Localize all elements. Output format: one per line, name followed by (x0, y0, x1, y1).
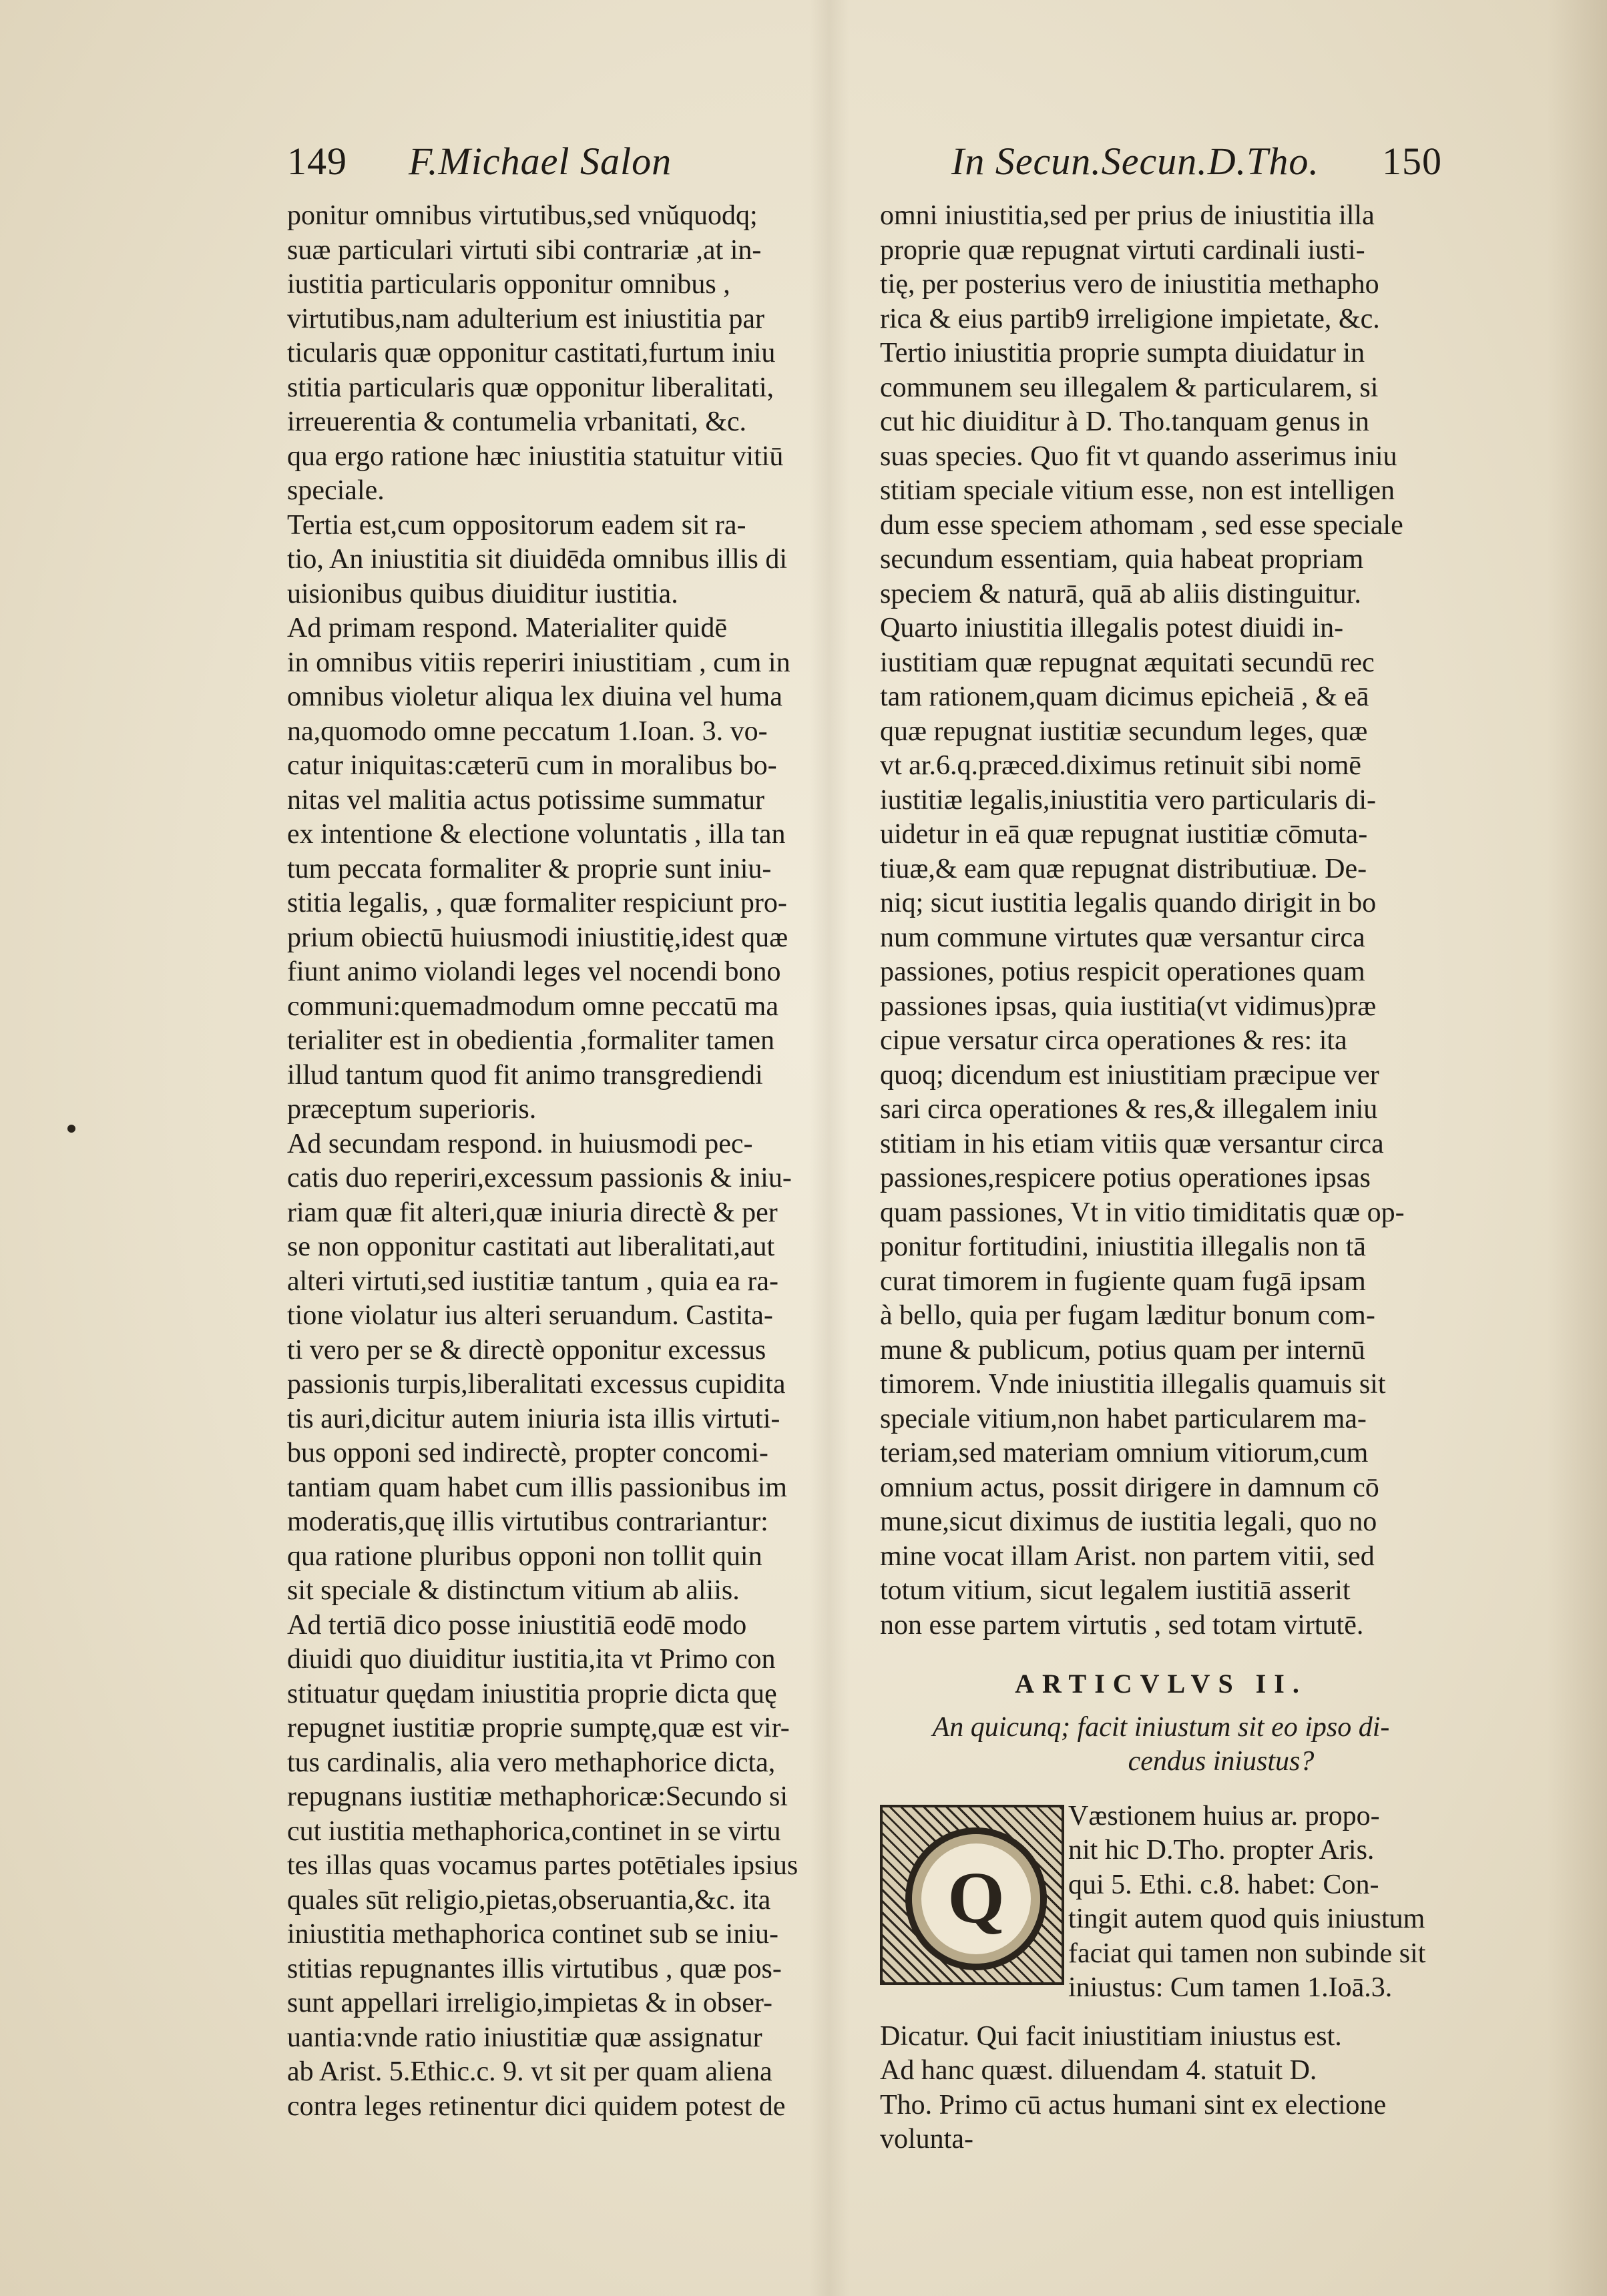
text-line: secundum essentiam, quia habeat propriam (880, 544, 1364, 575)
text-line: quæ repugnat iustitiæ secundum leges, quæ (880, 715, 1368, 747)
text-line: suas species. Quo fit vt quando asserimus iniu (880, 441, 1397, 472)
text-line: fiunt animo violandi leges vel nocendi bono (287, 956, 781, 987)
text-line: speciale vitium,non habet particularem ma- (880, 1403, 1367, 1434)
text-line: Væstionem huius ar. propo- (1068, 1800, 1380, 1831)
text-line: Tertio iniustitia proprie sumpta diuidatur in (880, 338, 1365, 368)
text-line: bus opponi sed indirectè, propter concomi- (287, 1438, 768, 1468)
article-heading: ARTICVLVS II. (1015, 1669, 1307, 1699)
text-line: præceptum superioris. (287, 1094, 537, 1125)
text-line: omni iniustitia,sed per prius de iniustitia illa (880, 200, 1375, 231)
text-line: uantia:vnde ratio iniustitiæ quæ assignatur (287, 2022, 762, 2053)
left-page-number: 149 (287, 139, 347, 183)
article-question-line-2: cendus iniustus? (1128, 1746, 1315, 1777)
text-line: Ad primam respond. Materialiter quidē (287, 613, 727, 643)
text-line: catur iniquitas:cæterū cum in moralibus bo- (287, 750, 777, 781)
text-line: virtutibus,nam adulterium est iniustitia par (287, 303, 765, 334)
text-line: catis duo reperiri,excessum passionis & iniu- (287, 1163, 792, 1193)
text-line: quoq; dicendum est iniustitiam præcipue ver (880, 1059, 1379, 1091)
right-running-title: In Secun.Secun.D.Tho. (951, 139, 1319, 183)
text-line: volunta- (880, 2124, 973, 2155)
text-line: dum esse speciem athomam , sed esse speciale (880, 509, 1403, 541)
text-line: stitia particularis quæ opponitur liberalitati, (287, 372, 774, 403)
text-line: totum vitium, sicut legalem iustitiā asserit (880, 1575, 1351, 1606)
text-line: Ad tertiā dico posse iniustitiā eodē modo (287, 1609, 747, 1641)
text-line: iustitiam quæ repugnat æquitati secundū rec (880, 647, 1375, 678)
text-line: tam rationem,quam dicimus epicheiā , & eā (880, 681, 1369, 712)
text-line: ponitur omnibus virtutibus,sed vnŭquodq; (287, 200, 758, 231)
text-line: faciat qui tamen non subinde sit (1068, 1938, 1426, 1969)
text-line: prium obiectū huiusmodi iniustitię,idest quæ (287, 922, 788, 953)
left-running-title: F.Michael Salon (409, 139, 672, 183)
text-line: mine vocat illam Arist. non partem vitii, sed (880, 1540, 1375, 1572)
text-line: mune & publicum, potius quam per internū (880, 1334, 1365, 1366)
initial-ornament (905, 1827, 1047, 1970)
text-line: speciale. (287, 475, 385, 506)
text-line: sit speciale & distinctum vitium ab aliis. (287, 1575, 740, 1606)
text-line: repugnet iustitiæ proprie sumptę,quæ est vir- (287, 1713, 790, 1743)
text-line: stituatur quędam iniustitia proprie dicta quę (287, 1678, 777, 1709)
text-line: communi:quemadmodum omne peccatū ma (287, 990, 778, 1022)
text-line: qua ergo ratione hæc iniustitia statuitur vitiū (287, 441, 784, 472)
text-line: illud tantum quod fit animo transgrediendi (287, 1059, 763, 1091)
text-line: in omnibus vitiis reperiri iniustitiam , cum in (287, 647, 790, 678)
text-line: tes illas quas vocamus partes potētiales ipsius (287, 1850, 798, 1881)
text-line: tis auri,dicitur autem iniuria ista illis virtuti- (287, 1403, 780, 1434)
text-line: suæ particulari virtuti sibi contrariæ ,at in- (287, 234, 762, 266)
text-line: curat timorem in fugiente quam fugā ipsam (880, 1265, 1366, 1297)
text-line: na,quomodo omne peccatum 1.Ioan. 3. vo- (287, 715, 768, 747)
text-line: passionis turpis,liberalitati excessus cupidita (287, 1369, 786, 1400)
text-line: repugnans iustitiæ methaphoricæ:Secundo si (287, 1781, 788, 1812)
text-line: cut hic diuiditur à D. Tho.tanquam genus in (880, 406, 1369, 437)
text-line: num commune virtutes quæ versantur circa (880, 922, 1365, 953)
text-line: cut iustitia methaphorica,continet in se virtu (287, 1815, 781, 1847)
text-line: tiuæ,& eam quæ repugnat distributiuæ. De- (880, 853, 1367, 884)
text-line: Ad secundam respond. in huiusmodi pec- (287, 1128, 753, 1159)
text-line: passiones ipsas, quia iustitia(vt vidimus)præ (880, 990, 1377, 1022)
article-opening (880, 1799, 1442, 2020)
text-line: ti vero per se & directè opponitur excessus (287, 1334, 766, 1366)
text-line: qua ratione pluribus opponi non tollit quin (287, 1540, 762, 1572)
text-line: sari circa operationes & res,& illegalem iniu (880, 1094, 1378, 1125)
text-line: ponitur fortitudini, iniustitia illegalis non tā (880, 1231, 1366, 1262)
text-line: Tertia est,cum oppositorum eadem sit ra- (287, 509, 746, 541)
text-line: non esse partem virtutis , sed totam virtutē. (880, 1609, 1364, 1641)
text-line: Tho. Primo cū actus humani sint ex electione (880, 2089, 1387, 2120)
text-line: Ad hanc quæst. diluendam 4. statuit D. (880, 2055, 1317, 2086)
left-text-column (287, 199, 835, 2124)
text-line: rica & eius partib9 irreligione impietate, &c. (880, 303, 1380, 334)
text-line: contra leges retinentur dici quidem potest de (287, 2090, 786, 2122)
text-line: tantiam quam habet cum illis passionibus im (287, 1472, 787, 1503)
text-line: tingit autem quod quis iniustum (1068, 1904, 1425, 1934)
text-line: Quarto iniustitia illegalis potest diuidi in- (880, 613, 1344, 643)
text-line: niq; sicut iustitia legalis quando dirigit in bo (880, 888, 1377, 918)
drop-cap-letter: Q (947, 1856, 1005, 1938)
text-line: proprie quæ repugnat virtuti cardinali iusti- (880, 234, 1365, 266)
text-line: omnium actus, possit dirigere in damnum cō (880, 1472, 1379, 1503)
text-line: teriam,sed materiam omnium vitiorum,cum (880, 1438, 1369, 1468)
text-line: iustitia particularis opponitur omnibus , (287, 269, 730, 300)
text-line: Dicatur. Qui facit iniustitiam iniustus est. (880, 2020, 1342, 2052)
text-line: diuidi quo diuiditur iustitia,ita vt Primo con (287, 1644, 776, 1675)
text-line: riam quæ fit alteri,quæ iniuria directè & per (287, 1197, 778, 1228)
text-line: stitiam speciale vitium esse, non est intelligen (880, 475, 1395, 506)
text-line: cipue versatur circa operationes & res: ita (880, 1025, 1347, 1056)
article-question-line-1: An quicunq; facit iniustum sit eo ipso di- (932, 1711, 1390, 1743)
text-line: nit hic D.Tho. propter Aris. (1068, 1835, 1375, 1866)
text-line: uidetur in eā quæ repugnat iustitiæ cōmuta- (880, 819, 1368, 850)
text-line: alteri virtuti,sed iustitiæ tantum , quia ea ra- (287, 1265, 778, 1297)
text-line: quales sūt religio,pietas,obseruantia,&c. ita (287, 1884, 771, 1916)
decorated-initial (880, 1805, 1064, 1985)
article-body-text (880, 2020, 1442, 2157)
text-line: moderatis,quę illis virtutibus contrariantur: (287, 1506, 768, 1537)
text-line: tum peccata formaliter & proprie sunt iniu- (287, 853, 772, 884)
text-line: iustitiæ legalis,iniustitia vero particularis di- (880, 784, 1377, 816)
text-line: ticularis quæ opponitur castitati,furtum iniu (287, 338, 776, 368)
page-edge-shadow (1547, 0, 1607, 2296)
text-line: qui 5. Ethi. c.8. habet: Con- (1068, 1869, 1379, 1900)
right-column-text-block (880, 199, 1442, 1643)
margin-ink-dot (67, 1125, 75, 1133)
text-line: passiones,respicere potius operationes ipsas (880, 1163, 1371, 1193)
text-line: ab Arist. 5.Ethic.c. 9. vt sit per quam aliena (287, 2056, 772, 2087)
text-line: quam passiones, Vt in vitio timiditatis quæ op- (880, 1197, 1405, 1228)
text-line: iniustitia methaphorica continet sub se iniu- (287, 1919, 779, 1950)
text-line: timorem. Vnde iniustitia illegalis quamuis sit (880, 1369, 1386, 1400)
text-line: communem seu illegalem & particularem, si (880, 372, 1379, 403)
text-line: tus cardinalis, alia vero methaphorice dicta, (287, 1747, 776, 1778)
right-text-column (880, 199, 1442, 2157)
text-line: iniustus: Cum tamen 1.Ioā.3. (1068, 1972, 1393, 2003)
text-line: nitas vel malitia actus potissime summatur (287, 784, 765, 816)
text-line: mune,sicut diximus de iustitia legali, quo no (880, 1506, 1377, 1537)
text-line: terialiter est in obedientia ,formaliter tamen (287, 1025, 775, 1056)
text-line: stitias repugnantes illis virtutibus , quæ pos- (287, 1953, 782, 1984)
text-line: irreuerentia & contumelia vrbanitati, &c. (287, 406, 747, 437)
text-line: tię, per posterius vero de iniustitia methapho (880, 269, 1379, 300)
text-line: tione violatur ius alteri seruandum. Castita- (287, 1300, 773, 1331)
text-line: ex intentione & electione voluntatis , illa tan (287, 819, 786, 850)
text-line: se non opponitur castitati aut liberalitati,aut (287, 1231, 775, 1262)
text-line: à bello, quia per fugam læditur bonum com- (880, 1300, 1375, 1331)
text-line: omnibus violetur aliqua lex diuina vel huma (287, 681, 782, 712)
text-line: tio, An iniustitia sit diuidēda omnibus illis di (287, 544, 788, 575)
text-line: vt ar.6.q.præced.diximus retinuit sibi nomē (880, 750, 1361, 781)
text-line: stitiam in his etiam vitiis quæ versantur circa (880, 1128, 1384, 1159)
text-line: sunt appellari irreligio,impietas & in obser- (287, 1988, 772, 2018)
text-line: speciem & naturā, quā ab aliis distinguitur. (880, 578, 1361, 609)
right-page-number: 150 (1382, 139, 1442, 183)
text-line: uisionibus quibus diuiditur iustitia. (287, 578, 678, 609)
text-line: stitia legalis, , quæ formaliter respiciunt pro- (287, 888, 787, 918)
text-line: passiones, potius respicit operationes quam (880, 956, 1365, 987)
